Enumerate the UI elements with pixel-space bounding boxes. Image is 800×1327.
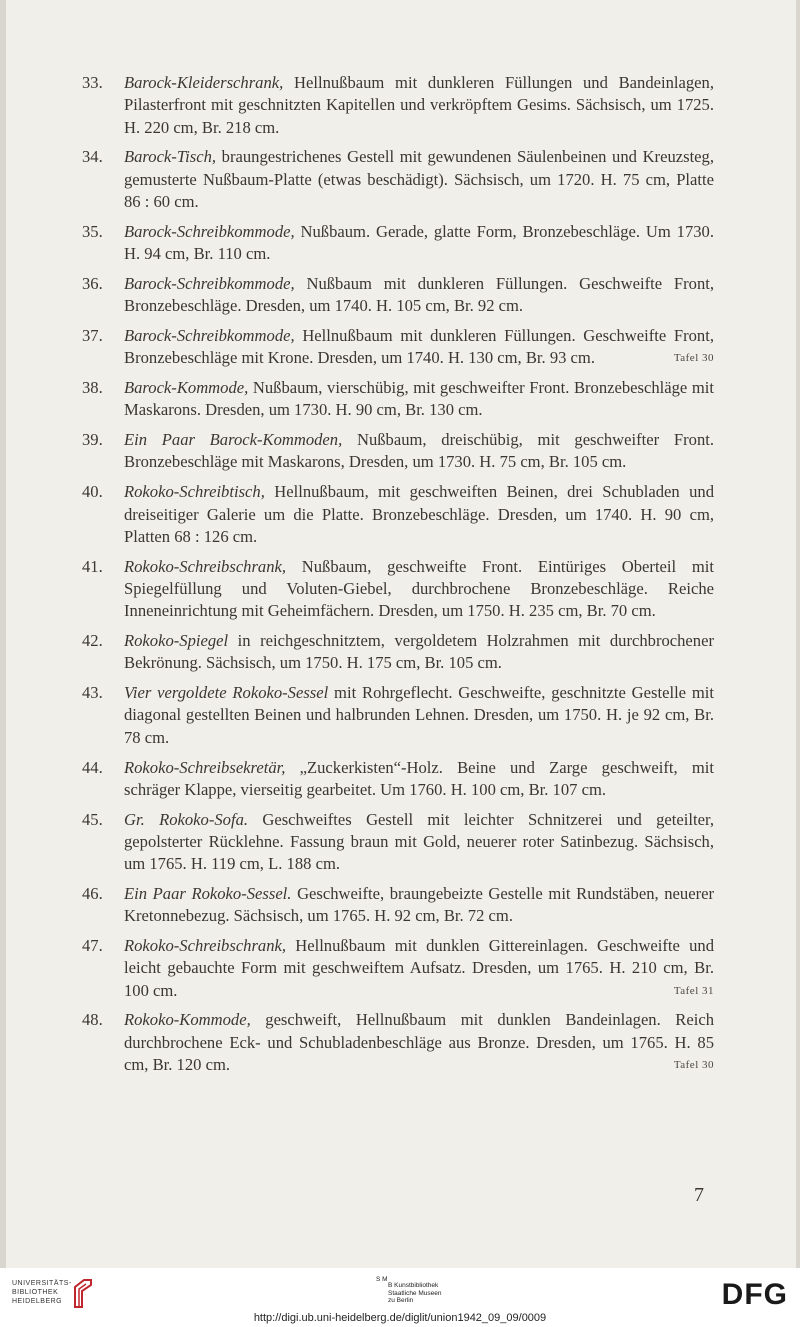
- entry-body: [124, 935, 714, 1002]
- entry-description: Hellnußbaum mit dunkleren Füllungen. Geschweifte Front, Bronzebeschläge mit Krone. Dresden, um 1740. H. 130 cm, Br. 93 cm.: [124, 325, 714, 368]
- university-line: UNIVERSITÄTS-: [12, 1280, 72, 1287]
- entry-number: 34.: [82, 147, 103, 167]
- entry-title: Rokoko-Spiegel: [124, 631, 229, 651]
- entry-title: Ein Paar Rokoko-Sessel.: [124, 884, 292, 903]
- catalog-entry: [82, 556, 714, 623]
- entry-number: 35.: [82, 221, 103, 241]
- entry-title: Barock-Kommode,: [124, 378, 249, 398]
- stamp-line: Staatliche Museen: [388, 1289, 442, 1297]
- entry-description: Geschweifte, braungebeizte Gestelle mit Rundstäben, neuerer Kretonnebezug. Sächsisch, um 1765. H. 92 cm, Br. 72 cm.: [124, 884, 715, 926]
- catalog-entry: [82, 377, 714, 422]
- entry-description: „Zuckerkisten“-Holz. Beine und Zarge geschweift, mit schräger Klappe, vierseitig gearbeitet. Um 1760. H. 100 cm, Br. 107 cm.: [124, 757, 714, 799]
- entry-number: 36.: [82, 273, 103, 293]
- catalog-entry: [82, 809, 714, 876]
- entry-body: [124, 682, 714, 749]
- entry-title: Barock-Tisch,: [124, 147, 217, 167]
- entry-body: [124, 630, 714, 675]
- entry-description: Hellnußbaum mit dunklen Gittereinlagen. Geschweifte und leicht gebauchte Form mit geschweiftem Aufsatz. Dresden, um 1765. H. 210 cm, Br. 100 cm.: [124, 936, 714, 1000]
- stamp-line: B Kunstbibliothek: [388, 1282, 439, 1289]
- university-line: BIBLIOTHEK: [12, 1289, 59, 1296]
- entry-number: 33.: [82, 73, 103, 92]
- entry-description: Hellnußbaum mit dunkleren Füllungen und Bandeinlagen, Pilasterfront mit geschnitzten Kapitellen und verkröpftem Gesims. Sächsisch, um 1725. H. 220 cm, Br. 218 cm.: [124, 73, 714, 137]
- entry-description: Nußbaum. Gerade, glatte Form, Bronzebeschläge. Um 1730. H. 94 cm, Br. 110 cm.: [124, 221, 714, 264]
- dfg-logo: DFG: [721, 1278, 788, 1311]
- plate-reference: Tafel 31: [673, 984, 714, 997]
- entry-title: Barock-Schreibkommode,: [124, 273, 295, 293]
- entry-number: 45.: [82, 809, 103, 829]
- catalog-entry: [82, 757, 714, 802]
- entry-number: 44.: [82, 757, 103, 777]
- entry-number: 46.: [82, 884, 103, 903]
- entry-body: [124, 809, 714, 876]
- plate-reference: Tafel 30: [673, 1059, 714, 1072]
- entry-description: Nußbaum, dreischübig, mit geschweifter Front. Bronzebeschläge mit Maskarons, Dresden, um 1730. H. 75 cm, Br. 105 cm.: [124, 430, 714, 472]
- entry-number: 39.: [82, 430, 103, 450]
- catalog-entry: [82, 883, 714, 928]
- entry-body: [124, 72, 714, 139]
- entry-title: Barock-Kleiderschrank,: [124, 73, 284, 92]
- entry-number: 47.: [82, 936, 103, 956]
- stamp-line: zu Berlin: [388, 1297, 414, 1304]
- entry-title: Barock-Schreibkommode,: [124, 325, 295, 345]
- entry-body: [124, 221, 714, 266]
- entry-body: [124, 556, 714, 623]
- entry-description: braungestrichenes Gestell mit gewundenen Säulenbeinen und Kreuzsteg, gemusterte Nußbaum-Platte (etwas beschädigt). Sächsisch, um 1720. H. 75 cm, Platte 86 : 60 cm.: [124, 147, 714, 211]
- entry-description: mit Rohrgeflecht. Geschweifte, geschnitzte Gestelle mit diagonal gestellten Beinen und halbrunden Lehnen. Dresden, um 1750. H. je 92 cm, Br. 78 cm.: [124, 683, 714, 747]
- catalog-entry: [82, 429, 714, 474]
- entry-title: Rokoko-Schreibschrank,: [124, 556, 287, 576]
- entry-body: [124, 1009, 714, 1076]
- catalog-entry: [82, 221, 714, 266]
- entry-body: [124, 325, 714, 370]
- entry-number: 41.: [82, 556, 103, 576]
- entry-body: [124, 481, 714, 548]
- entry-title: Rokoko-Kommode,: [124, 1010, 251, 1030]
- entry-description: Hellnußbaum, mit geschweiften Beinen, drei Schubladen und dreiseitiger Galerie um die Platte. Bronzebeschläge. Dresden, um 1740. H. 90 cm, Platten 68 : 126 cm.: [124, 482, 714, 546]
- entry-body: [124, 273, 714, 318]
- stamp-sm: S M: [376, 1276, 388, 1283]
- catalog-entry: [82, 72, 714, 139]
- university-library-name: [12, 1279, 72, 1306]
- entry-description: Nußbaum mit dunkleren Füllungen. Geschweifte Front, Bronzebeschläge. Dresden, um 1740. H. 105 cm, Br. 92 cm.: [124, 273, 714, 316]
- entry-number: 38.: [82, 378, 103, 398]
- page-number: 7: [694, 1184, 704, 1206]
- entry-number: 43.: [82, 683, 103, 703]
- plate-reference: Tafel 30: [673, 352, 714, 365]
- catalog-entry: [82, 682, 714, 749]
- catalog-entry: [82, 325, 714, 370]
- entry-body: [124, 429, 714, 474]
- entry-body: [124, 377, 714, 422]
- entry-title: Gr. Rokoko-Sofa.: [124, 809, 249, 829]
- entry-description: Nußbaum, geschweifte Front. Eintüriges Oberteil mit Spiegelfüllung und Voluten-Giebel, durchbrochene Bronzebeschläge. Reiche Inneneinrichtung mit Geheimfächern. Dresden, um 1750. H. 235 cm, Br. 70 cm.: [124, 556, 714, 621]
- entry-title: Rokoko-Schreibtisch,: [124, 482, 265, 502]
- catalog-entry: [82, 1009, 714, 1076]
- catalog-entry: [82, 935, 714, 1002]
- entry-description: Geschweiftes Gestell mit leichter Schnitzerei und geteilter, gepolsterter Rücklehne. Fassung braun mit Gold, neuerer roter Satinbezug. Sächsisch, um 1765. H. 119 cm, L. 188 cm.: [124, 809, 714, 874]
- catalog-entry: [82, 630, 714, 675]
- entry-title: Rokoko-Schreibschrank,: [124, 936, 287, 956]
- entry-title: Vier vergoldete Rokoko-Sessel: [124, 683, 329, 703]
- entry-body: [124, 146, 714, 213]
- entry-number: 42.: [82, 631, 103, 651]
- viewer-footer: [0, 1268, 800, 1327]
- catalog-entry: [82, 481, 714, 548]
- entry-description: geschweift, Hellnußbaum mit dunklen Bandeinlagen. Reich durchbrochene Eck- und Schubladenbeschläge aus Bronze. Dresden, um 1765. H. 85 cm, Br. 120 cm.: [124, 1010, 714, 1075]
- university-line: HEIDELBERG: [12, 1298, 63, 1305]
- entry-body: [124, 757, 714, 802]
- entry-description: in reichgeschnitztem, vergoldetem Holzrahmen mit durchbrochener Bekrönung. Sächsisch, um 1750. H. 175 cm, Br. 105 cm.: [124, 631, 714, 673]
- entry-title: Ein Paar Barock-Kommoden,: [124, 430, 343, 450]
- catalog-entry: [82, 273, 714, 318]
- catalog-entries: [82, 72, 714, 1084]
- entry-title: Barock-Schreibkommode,: [124, 221, 295, 241]
- entry-number: 48.: [82, 1010, 103, 1030]
- permalink-url[interactable]: http://digi.ub.uni-heidelberg.de/diglit/union1942_09_09/0009: [253, 1312, 547, 1324]
- entry-description: Nußbaum, vierschübig, mit geschweifter Front. Bronzebeschläge mit Maskarons. Dresden, um 1730. H. 90 cm, Br. 130 cm.: [124, 378, 714, 420]
- university-logo-icon: [72, 1277, 94, 1311]
- scanned-page: [6, 0, 796, 1268]
- entry-body: [124, 883, 714, 928]
- catalog-entry: [82, 146, 714, 213]
- entry-number: 40.: [82, 482, 103, 502]
- entry-title: Rokoko-Schreibsekretär,: [124, 757, 286, 777]
- entry-number: 37.: [82, 325, 103, 345]
